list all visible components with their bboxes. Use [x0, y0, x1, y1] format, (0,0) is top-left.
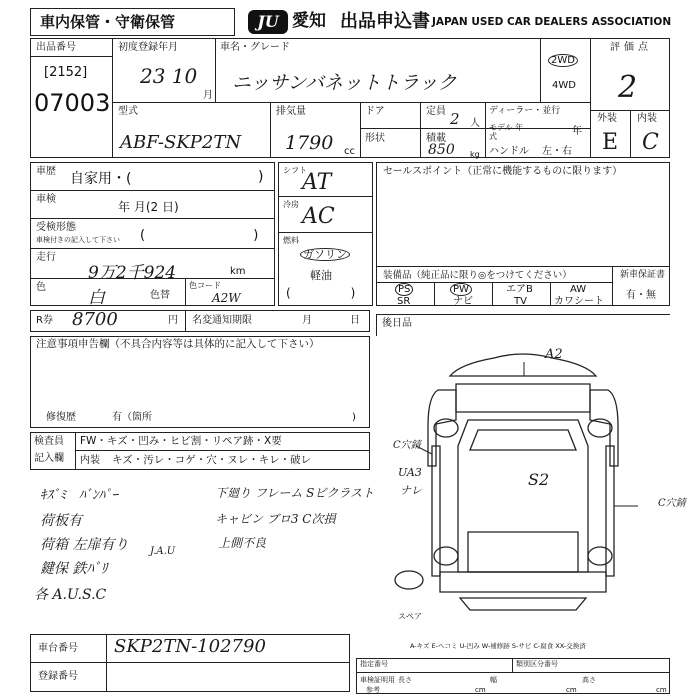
- diagram-mark-left3: ナレ: [400, 484, 422, 497]
- fuel-paren: ( ): [286, 286, 356, 300]
- color-label: 色: [36, 282, 46, 293]
- spec-label: 指定番号: [360, 660, 388, 668]
- lot-number: 07003: [34, 89, 111, 117]
- note-line: 荷箱 左扉有り: [40, 537, 129, 553]
- model-year-label: モデル 年式: [489, 123, 524, 141]
- mileage-label: 走行: [36, 252, 56, 263]
- transfer-label: 受検形態: [36, 222, 76, 233]
- divider: [360, 102, 361, 158]
- divider: [630, 110, 631, 158]
- drive-2wd: 2WD: [548, 54, 578, 67]
- diagram-mark-top: A2: [545, 347, 563, 362]
- divider: [270, 102, 271, 158]
- equip-navi: ナビ: [453, 296, 473, 307]
- shift-value: AT: [302, 170, 332, 195]
- doc-title: 出品申込書: [340, 11, 430, 32]
- damage-legend: A-キズ E-ヘコミ U-凹み W-補修跡 S-サビ C-腐食 XX-交換済: [410, 642, 586, 650]
- fuel-alt: 軽油: [310, 269, 332, 282]
- model-value: ABF-SKP2TN: [120, 132, 242, 153]
- history-label: 車歴: [36, 166, 56, 177]
- diagram-mark-center: S2: [528, 470, 550, 489]
- fuel-label: 燃料: [283, 236, 299, 245]
- disp-unit: cc: [344, 146, 355, 157]
- storage-title: 車内保管・守衛保管: [40, 13, 176, 31]
- mileage-unit: km: [230, 266, 246, 277]
- divider: [376, 282, 612, 283]
- divider: [540, 38, 541, 102]
- shape-label: 形状: [365, 133, 385, 144]
- diagram-mark-right: C穴錆: [658, 498, 686, 509]
- divider: [30, 248, 275, 249]
- transfer-sub: 車検付きの記入して下さい: [36, 236, 120, 244]
- notice-month: 月: [302, 315, 312, 326]
- rear-outline: [468, 532, 578, 572]
- recycle-value: 8700: [72, 309, 118, 330]
- recycle-unit: 円: [168, 315, 178, 326]
- color-code-value: A2W: [212, 291, 241, 305]
- color-code-label: 色コード: [189, 281, 221, 290]
- recycle-label: R券: [36, 315, 53, 326]
- wheel-rear-left: [434, 547, 458, 565]
- cap-value: 2: [450, 110, 460, 128]
- chassis-value: SKP2TN-102790: [114, 636, 266, 657]
- history-close: ): [258, 169, 264, 185]
- divider: [75, 450, 370, 451]
- diagram-mark-left2: UA3: [398, 466, 422, 479]
- class-label: 類別区分番号: [516, 660, 558, 668]
- ac-label: 冷房: [283, 200, 299, 209]
- disp-value: 1790: [285, 132, 334, 154]
- inspection-value: 年 月(2 日): [118, 200, 179, 214]
- ref-label: 参考: [366, 686, 380, 694]
- divider: [185, 278, 186, 306]
- divider: [30, 218, 275, 219]
- divider: [278, 232, 373, 233]
- notes-title: 注意事項申告欄（不具合内容等は具体的に記入して下さい）: [36, 338, 320, 350]
- divider: [590, 110, 670, 111]
- history-value: 自家用・(: [70, 171, 132, 187]
- repair-close: ): [352, 412, 356, 423]
- name-label: 車名・グレード: [220, 42, 290, 53]
- chassis-label: 車台番号: [38, 643, 78, 654]
- color-swap-label: 色替: [150, 290, 170, 301]
- divider: [185, 310, 186, 332]
- diagram-mark-left1: C穴錆: [393, 440, 421, 451]
- height-label: 高さ: [582, 676, 596, 684]
- ext-label: 外装: [597, 113, 617, 124]
- cert-label: 車検証明用: [360, 676, 395, 684]
- width-cm: cm: [566, 686, 577, 694]
- warranty-label: 新車保証書: [620, 270, 666, 280]
- divider: [590, 38, 591, 158]
- transfer-paren: ( ): [140, 228, 259, 243]
- dealer-label: ディーラー・並行: [489, 106, 561, 116]
- divider: [106, 634, 107, 692]
- warranty-value: 有・無: [626, 290, 656, 301]
- load-label: 積載: [426, 133, 446, 144]
- length-label: 長さ: [398, 676, 412, 684]
- ac-value: AC: [302, 204, 335, 229]
- assoc-name: JAPAN USED CAR DEALERS ASSOCIATION: [432, 16, 672, 28]
- handle-label: ハンドル: [489, 146, 529, 157]
- front-bumper-outline: [450, 354, 596, 376]
- cap-unit: 人: [470, 118, 480, 129]
- rear-bumper-outline: [460, 598, 586, 610]
- divider: [112, 102, 590, 103]
- divider: [356, 672, 670, 673]
- year-unit: 年: [572, 126, 582, 137]
- shift-label: シフト: [283, 166, 307, 175]
- cabin-outline: [458, 420, 588, 572]
- name-value: ニッサンバネットトラック: [232, 72, 457, 94]
- check-row2: キズ・汚レ・コゲ・穴・ヌレ・キレ・破レ: [112, 454, 312, 466]
- load-unit: kg: [470, 150, 480, 159]
- load-value: 850: [428, 142, 455, 158]
- note-line: 下廻り フレーム Sビクラスト: [215, 486, 375, 500]
- divider: [512, 658, 513, 672]
- equip-pw: PW: [450, 283, 472, 296]
- repair-label: 修復歴: [46, 412, 76, 423]
- color-value: 白: [88, 288, 105, 308]
- reg-no-label: 登録番号: [38, 671, 78, 682]
- selling-label: セールスポイント（正常に機能するものに限ります）: [383, 166, 623, 177]
- spare-label: スペア: [398, 612, 422, 621]
- divider: [75, 432, 76, 470]
- divider: [376, 266, 670, 267]
- reg-value: 23 10: [140, 64, 198, 88]
- divider: [112, 38, 113, 158]
- cap-label: 定員: [426, 106, 446, 117]
- spare-tire: [395, 571, 423, 589]
- note-line: 荷板有: [40, 513, 82, 529]
- windshield-outline: [470, 430, 576, 450]
- height-cm: cm: [656, 686, 667, 694]
- wheel-rear-right: [588, 547, 612, 565]
- notice-day: 日: [350, 315, 360, 326]
- grade-value: 2: [618, 70, 638, 105]
- equip-seat: カワシート: [554, 296, 604, 307]
- equip-tv: TV: [514, 296, 527, 307]
- equip-label: 装備品（純正品に限り◎をつけてください）: [383, 270, 572, 281]
- divider: [550, 282, 551, 306]
- back-label: 後日品: [382, 318, 412, 329]
- ext-value: E: [602, 130, 619, 155]
- door-label: ドア: [365, 106, 385, 117]
- note-line: 鍵保 鉄ﾊﾞﾘ: [40, 561, 108, 577]
- divider: [30, 190, 275, 191]
- repair-value: 有（箇所: [112, 412, 152, 423]
- divider: [434, 282, 435, 306]
- divider: [420, 102, 421, 158]
- equip-aw: AW: [570, 284, 587, 295]
- note-line: キャビン ブロ3 C次損: [215, 512, 336, 526]
- equip-ps: PS: [395, 283, 413, 296]
- inspector-label: 検査員: [34, 436, 64, 447]
- divider: [492, 282, 493, 306]
- divider: [485, 102, 486, 158]
- grade-label: 評価点: [610, 42, 652, 53]
- equip-sr: SR: [397, 296, 411, 307]
- disp-label: 排気量: [276, 106, 306, 117]
- fill-label: 記入欄: [34, 453, 64, 464]
- length-cm: cm: [475, 686, 486, 694]
- note-line: J.A.U: [150, 546, 176, 557]
- mileage-value: 9万2千924: [88, 263, 177, 283]
- handle-value: 左・右: [542, 146, 572, 157]
- divider: [30, 56, 112, 57]
- divider: [215, 38, 216, 102]
- lot-sub: [2152]: [44, 65, 88, 80]
- org-name: 愛知: [292, 11, 326, 31]
- model-label: 型式: [118, 106, 138, 117]
- divider: [612, 266, 613, 306]
- check-row1: FW・キズ・凹み・ヒビ割・リペア跡・X要: [80, 435, 282, 447]
- note-line: ｷｽﾞﾐ ﾊﾞﾝﾊﾟｰ: [40, 488, 119, 503]
- int-label: 内装: [637, 113, 657, 124]
- drive-4wd: 4WD: [552, 80, 576, 91]
- width-label: 幅: [490, 676, 497, 684]
- reg-label: 初度登録年月: [118, 42, 178, 53]
- note-line: 上側不良: [218, 536, 267, 550]
- check-row2-label: 内装: [80, 455, 100, 466]
- inspection-label: 車検: [36, 194, 56, 205]
- note-line: 各 A.U.S.C: [34, 587, 107, 603]
- equip-airbag: エアB: [506, 284, 533, 295]
- int-value: C: [642, 130, 659, 155]
- reg-month-unit: 月: [203, 90, 213, 101]
- divider: [278, 196, 373, 197]
- back-items-box: [376, 314, 670, 336]
- ju-logo: JU: [248, 10, 288, 34]
- notice-label: 名変通知期限: [192, 315, 252, 326]
- lot-label: 出品番号: [36, 42, 76, 53]
- rear-lower-outline: [440, 572, 606, 592]
- fuel-value: ガソリン: [300, 248, 350, 261]
- divider: [30, 662, 350, 663]
- roof-outline: [456, 384, 590, 412]
